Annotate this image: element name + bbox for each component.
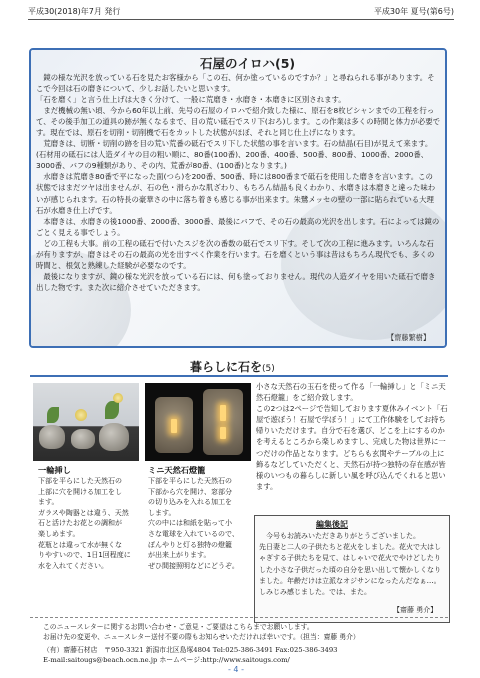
item-title-lantern: ミニ天然石燈籠 <box>148 465 206 475</box>
editor-note-body <box>259 531 447 598</box>
caption-line: の切り込みを入れる加工を <box>148 498 232 507</box>
photo-stone-lanterns <box>145 383 251 461</box>
company-address: 〒950-3321 新潟市北区島塚4804 Tel:025-386-3491 Fax:025-386-3493 <box>104 646 338 654</box>
leaf <box>47 407 59 423</box>
caption-line: ます。 <box>38 498 59 507</box>
company-name: （有）齋藤石材店 <box>43 646 98 654</box>
article-paragraph: 水磨きは荒磨き80番で平になった面(つら)を200番、500番、時には800番まで砥石を使用した磨きを言います。この状態ではまだツヤは出ませんが、石の色・滑らかな肌ざわり、もちろん結晶も良くわかり、水磨きは本磨きと違った味わいが感じられます。石の特長の豪華さの中に落ち着きも感じる事が出来ます。朱鷺メッセの壁の一部に貼られている大理石が水磨き仕上げです。 <box>36 172 436 215</box>
article-paragraph: 小さな天然石の玉石を使って作る「一輪挿し」と「ミニ天然石燈籠」をご紹介致します。 <box>256 382 446 403</box>
article-title-living-with-stone <box>190 358 275 375</box>
article-title-stone-iroha: 石屋のイロハ(5) <box>200 56 296 71</box>
article-paragraph: この2つは2ページで告知しております夏休みイベント「石屋で遊ぼう！石屋で学ぼう！」にて工作体験をしてお持ち帰りいただけます。自分で石を選び、どこを上にするのかを考えるところから楽しめますし、完成した物は世界に一つだけの作品となります。どちらも玄関やテーブルの上に飾るなどしていただくと、天然石が持つ独特の存在感が皆様のいつもの暮らしに新しい風を呼び込んでくれると思います。 <box>256 404 448 491</box>
article-title-number: (5) <box>262 364 275 374</box>
stone-vase <box>71 429 95 449</box>
caption-line: 穴の中には和紙を貼って小 <box>148 519 232 528</box>
footer-notice-line: お届け先の変更や、ニュースレター送付不要の際もお知らせいただければ幸いです。（担当：齋藤 勇介） <box>43 633 360 642</box>
stone-lantern <box>203 389 243 455</box>
caption-line: りやすいので、1日1回程度に <box>38 551 131 560</box>
caption-line: 水を入れてください。 <box>38 561 108 570</box>
flower <box>75 409 87 421</box>
caption-line: が出来上がります。 <box>148 551 211 560</box>
item-body-vase <box>38 476 144 571</box>
lantern-light <box>171 419 177 433</box>
article-paragraph: 鏡の様な光沢を放っている石を見たお客様から「この石、何か塗っているのですか？」と尋ねられる事があります。そこで今回は石の磨きについて、少しお話したいと思います。 <box>36 73 435 94</box>
flower <box>113 393 123 403</box>
issue-number: 平成30年 夏号(第6号) <box>373 7 454 16</box>
editor-note-signature: 【齋藤 勇介】 <box>393 606 438 614</box>
caption-line: 下部を平らにした天然石の <box>38 477 122 485</box>
caption-line: ぼんやりと灯る独特の燈籠 <box>148 540 232 549</box>
article-paragraph: 荒磨きは、切断・切削の跡を目の荒い荒番の砥石でスリ下した状態の事を言います。石の結晶(石目)が見えて来ます。(石材用の砥石には人造ダイヤの目の粗い順に、80番(100番)、200番、400番、500番、800番、1000番、2000番、3000番、バフの9種類があり、その内、荒番が80番、(100番)となります。) <box>36 139 433 171</box>
footer-notice <box>43 622 360 643</box>
article-paragraph: どの工程も大事。前の工程の砥石で付いたスジを次の番数の砥石でスリ下す。そして次の工程に進みます。いろんな石が有りますが、磨きはその石の最高の光を出すべく作業を行います。石を磨くという事は昔はもちろん現代でも、多くの時間と、根気と熟練した経験が必要なのです。 <box>36 238 435 270</box>
footer-contact-line[interactable]: E-mail:saitougs@beach.ocn.ne.jp ホームページ:http://www.saitougs.com/ <box>43 656 290 665</box>
page-number: - 4 - <box>228 665 244 674</box>
item-title-vase: 一輪挿し <box>38 465 71 475</box>
caption-line: 下部を平らにした天然石の <box>148 477 232 485</box>
caption-line: 下部から穴を開け、窓部分 <box>148 487 232 496</box>
caption-line: 楽しめます。 <box>38 529 80 538</box>
caption-line: 上部に穴を開ける加工をし <box>38 487 122 496</box>
issue-date: 平成30(2018)年7月 発行 <box>28 7 121 16</box>
page-header <box>28 6 454 18</box>
stone-vase <box>99 423 129 451</box>
editor-note-paragraph: 今号もお読みいただきありがとうございました。 <box>259 532 420 540</box>
stone-vase <box>39 425 65 449</box>
article-paragraph: 「石を磨く」と言う仕上げは大きく分けて、一般に荒磨き・水磨き・本磨きに区別されます。 <box>36 95 346 105</box>
lantern-light <box>220 427 226 439</box>
item-body-lantern <box>148 476 254 571</box>
footer-notice-line: このニュースレターに関するお問い合わせ・ご意見・ご要望はこちらまでお願いします。 <box>43 623 314 631</box>
article-body-stone-iroha <box>36 72 440 293</box>
caption-line: ぜひ間接照明などにどうぞ。 <box>148 561 239 570</box>
section-divider <box>30 375 448 377</box>
article-paragraph: 最後になりますが、鏡の様な光沢を放っている石には、何も塗っておりません。現代の人造ダイヤを用いた砥石で磨き出した物です。また次に紹介させていただきます。 <box>36 271 436 292</box>
caption-line: ガラスや陶器とは違う、天然 <box>38 508 129 517</box>
footer-contact <box>43 645 338 666</box>
article-title-text: 暮らしに石を <box>190 360 263 374</box>
editor-note-paragraph: 先日妻と二人の子供たちと花火をしました。花火で大はしゃぎする子供たちを見て、はしゃいで花火でやけどしたりした小さな子供だった頃の自分を思い出して懐かしくなりました。年齢だけは立派なオジサンになったんだなぁ…。しみじみ感じました。では、また。 <box>259 543 441 597</box>
caption-line: します。 <box>148 508 176 517</box>
article-paragraph: まだ機械の無い頃、今から60年以上前、先号の石屋のイロハで紹介致した様に、原石を8枚ビシャンまでの工程を行って、その後手加工の道具の跡が無くなるまで、目の荒い砥石でスリ下(おろ)します。この作業は多くの時間と体力が必要です。現在では、原石を切削・切削機で石をカットした状態がほぼ、それと同じ仕上げになります。 <box>36 106 440 138</box>
lantern-light <box>220 405 226 421</box>
header-divider <box>28 19 454 20</box>
article-body-living-with-stone <box>256 381 448 492</box>
caption-line: 花瓶とは違って水が無くな <box>38 540 122 549</box>
footer-divider <box>30 617 448 618</box>
caption-line: さな電球を入れているので、 <box>148 529 239 538</box>
editor-note-title: 編集後記 <box>316 520 348 529</box>
leaf <box>105 401 119 419</box>
caption-line: 石と活けたお花との調和が <box>38 519 122 528</box>
photo-stone-vases <box>33 383 139 461</box>
article-paragraph: 本磨きは、水磨きの後1000番、2000番、3000番、最後にバフで、その石の最高の光沢を出します。石によっては鏡のごとく見える事でしょう。 <box>36 216 440 237</box>
article-signature: 【齋藤繁樹】 <box>387 333 431 342</box>
footer-company-address <box>43 645 338 655</box>
